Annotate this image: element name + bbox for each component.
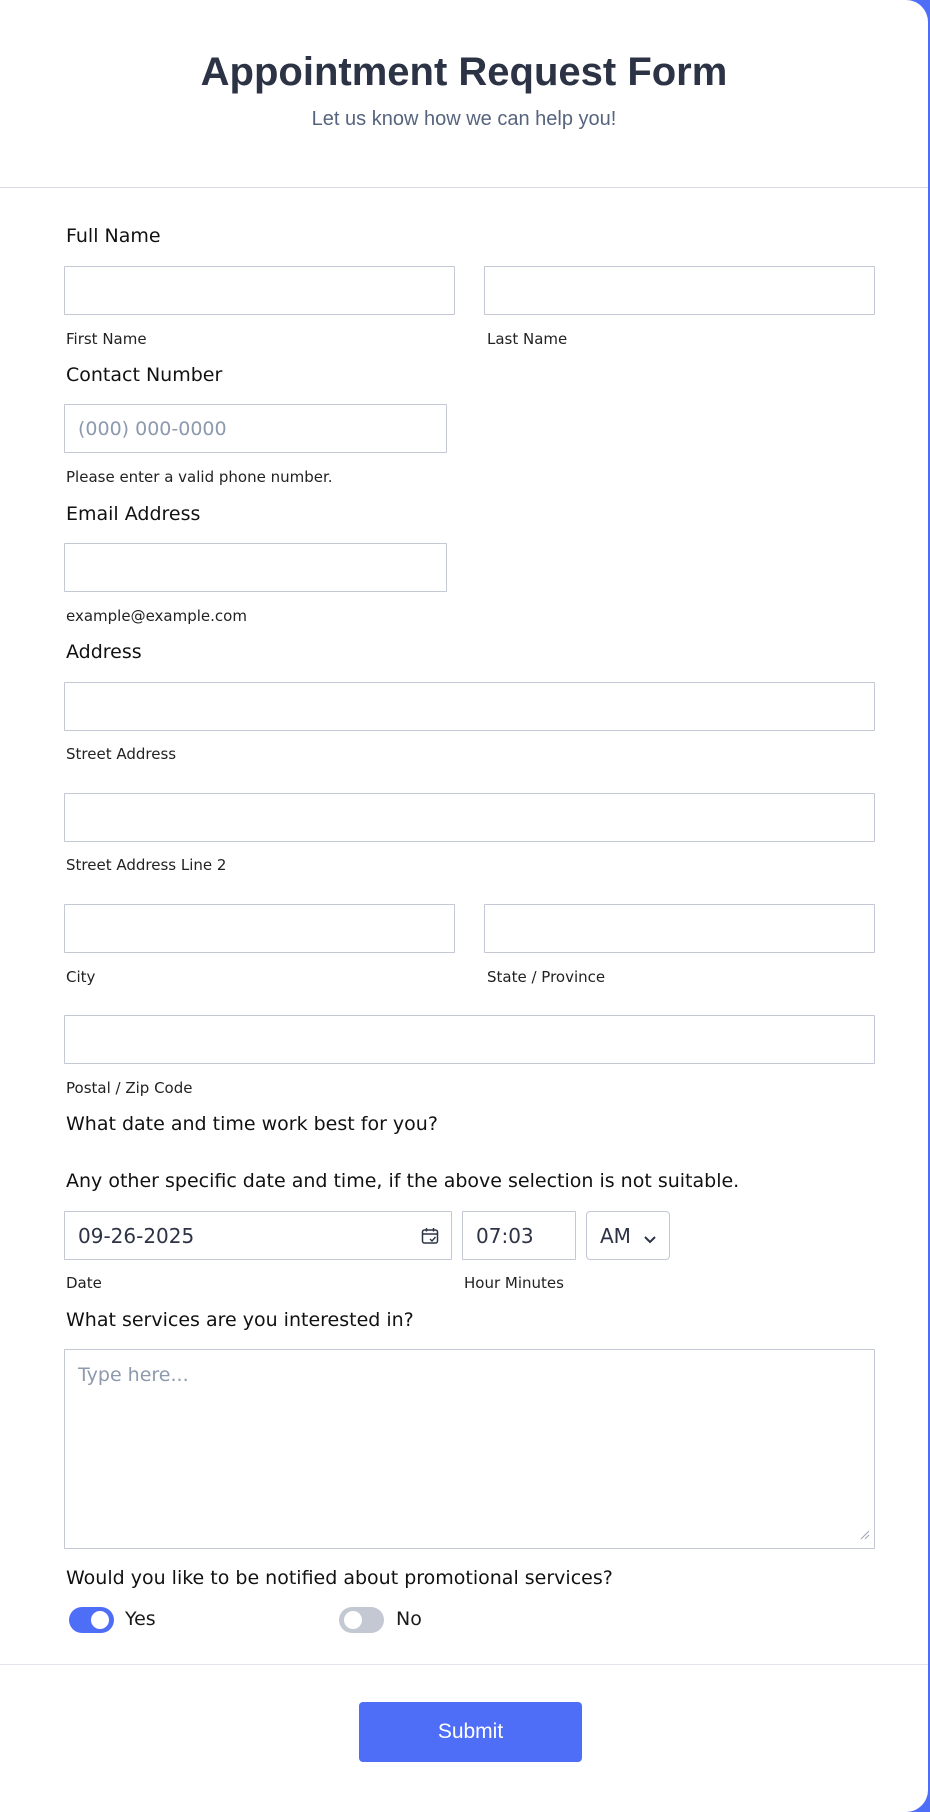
email-field[interactable]: [64, 543, 447, 592]
first-name-sublabel: First Name: [66, 330, 147, 348]
chevron-down-icon: [643, 1230, 657, 1249]
services-textarea[interactable]: [64, 1349, 875, 1549]
street-address-line2-field[interactable]: [64, 793, 875, 842]
resize-handle-icon[interactable]: [860, 1525, 870, 1544]
form-subtitle: Let us know how we can help you!: [311, 108, 617, 130]
date-value: 09-26-2025: [78, 1224, 195, 1248]
last-name-field[interactable]: [484, 266, 875, 315]
time-field[interactable]: [462, 1211, 576, 1260]
services-input[interactable]: [65, 1350, 874, 1548]
phone-field[interactable]: [64, 404, 447, 453]
submit-button[interactable]: Submit: [359, 1702, 582, 1762]
date-field[interactable]: [64, 1211, 452, 1260]
contact-number-label: Contact Number: [66, 364, 223, 386]
form-title: Appointment Request Form: [200, 50, 728, 94]
postal-code-sublabel: Postal / Zip Code: [66, 1079, 193, 1097]
notify-no-label[interactable]: No: [396, 1608, 422, 1630]
notify-yes-toggle[interactable]: [69, 1607, 114, 1633]
services-label: What services are you interested in?: [66, 1309, 414, 1331]
full-name-label: Full Name: [66, 225, 161, 247]
state-field[interactable]: [484, 904, 875, 953]
notify-no-toggle[interactable]: [339, 1607, 384, 1633]
notify-yes-label[interactable]: Yes: [125, 1608, 156, 1630]
footer-divider: [0, 1664, 928, 1665]
postal-code-field[interactable]: [64, 1015, 875, 1064]
state-sublabel: State / Province: [487, 968, 606, 986]
street-address-line2-sublabel: Street Address Line 2: [66, 856, 227, 874]
city-sublabel: City: [66, 968, 96, 986]
time-sublabel: Hour Minutes: [464, 1274, 564, 1292]
date-sublabel: Date: [66, 1274, 102, 1292]
toggle-knob: [91, 1611, 109, 1629]
ampm-select[interactable]: [586, 1211, 670, 1260]
last-name-sublabel: Last Name: [487, 330, 568, 348]
first-name-field[interactable]: [64, 266, 455, 315]
toggle-knob: [344, 1611, 362, 1629]
city-field[interactable]: [64, 904, 455, 953]
email-label: Email Address: [66, 503, 201, 525]
calendar-icon[interactable]: [420, 1226, 440, 1250]
ampm-value: AM: [600, 1224, 631, 1248]
phone-input[interactable]: [65, 405, 446, 452]
form-header: [0, 0, 928, 188]
time-value: 07:03: [476, 1224, 534, 1248]
street-address-field[interactable]: [64, 682, 875, 731]
email-hint: example@example.com: [66, 607, 247, 625]
alternate-datetime-label: Any other specific date and time, if the above selection is not suitable.: [66, 1170, 740, 1192]
phone-hint: Please enter a valid phone number.: [66, 468, 333, 486]
address-label: Address: [66, 641, 142, 663]
preferred-datetime-label: What date and time work best for you?: [66, 1113, 438, 1135]
notify-label: Would you like to be notified about promotional services?: [66, 1567, 613, 1589]
street-address-sublabel: Street Address: [66, 745, 177, 763]
